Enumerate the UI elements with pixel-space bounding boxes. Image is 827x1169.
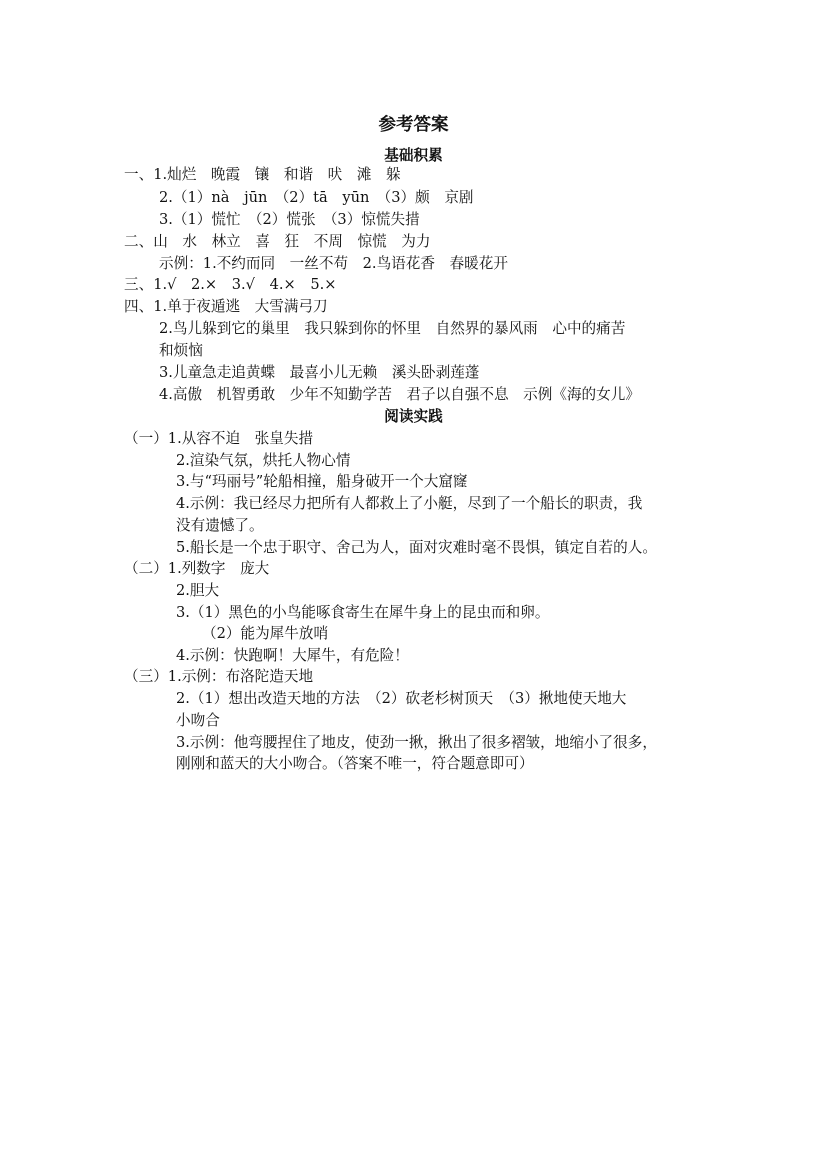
section-heading-reading: 阅读实践 — [384, 408, 443, 425]
answer-line: 2.（1）nà jūn （2）tā yūn （3）颇 京剧 — [159, 189, 474, 206]
section-heading-basic: 基础积累 — [384, 147, 443, 164]
answer-line: 3.（1）慌忙 （2）慌张 （3）惊慌失措 — [159, 211, 420, 228]
answer-line: 4.高傲 机智勇敢 少年不知勤学苦 君子以自强不息 示例《海的女儿》 — [159, 386, 640, 403]
answer-line: 小吻合 — [176, 712, 220, 729]
answer-line: 2.胆大 — [176, 582, 220, 599]
answer-line: 3.儿童急走追黄蝶 最喜小儿无赖 溪头卧剥莲蓬 — [159, 364, 480, 381]
answer-line: 5.船长是一个忠于职守、舍己为人，面对灾难时毫不畏惧，镇定自若的人。 — [176, 539, 657, 556]
answer-line: 三、1.√ 2.× 3.√ 4.× 5.× — [124, 276, 337, 293]
answer-line: 3.（1）黑色的小鸟能啄食寄生在犀牛身上的昆虫而和卵。 — [176, 604, 550, 621]
answer-line: 3.与“玛丽号”轮船相撞，船身破开一个大窟窿 — [176, 473, 468, 490]
answer-line: 2.渲染气氛，烘托人物心情 — [176, 452, 351, 469]
answer-line: 示例：1.不约而同 一丝不苟 2.鸟语花香 春暖花开 — [159, 255, 508, 272]
answer-line: 4.示例：我已经尽力把所有人都救上了小艇，尽到了一个船长的职责，我 — [176, 495, 643, 512]
page-title: 参考答案 — [378, 115, 449, 135]
answer-line: 二、山 水 林立 喜 狂 不周 惊慌 为力 — [124, 233, 431, 250]
answer-line: 4.示例：快跑啊！大犀牛，有危险！ — [176, 647, 409, 664]
answer-line: （二）1.列数字 庞大 — [124, 560, 270, 577]
answer-line: 和烦恼 — [159, 342, 203, 359]
answer-line: 3.示例：他弯腰捏住了地皮，使劲一揪，揪出了很多褶皱，地缩小了很多， — [176, 734, 657, 751]
answer-line: （三）1.示例：布洛陀造天地 — [124, 668, 314, 685]
answer-line: 刚刚和蓝天的大小吻合。（答案不唯一，符合题意即可） — [176, 755, 534, 772]
answer-line: 没有遗憾了。 — [176, 517, 264, 534]
answer-line: （2）能为犀牛放哨 — [202, 625, 329, 642]
answer-line: 2.鸟儿躲到它的巢里 我只躲到你的怀里 自然界的暴风雨 心中的痛苦 — [159, 320, 626, 337]
answer-line: （一）1.从容不迫 张皇失措 — [124, 430, 314, 447]
answer-line: 四、1.单于夜遁逃 大雪满弓刀 — [124, 298, 328, 315]
answer-line: 2.（1）想出改造天地的方法 （2）砍老杉树顶天 （3）揪地使天地大 — [176, 690, 627, 707]
answer-line: 一、1.灿烂 晚霞 镶 和谐 吠 滩 躲 — [124, 166, 401, 183]
